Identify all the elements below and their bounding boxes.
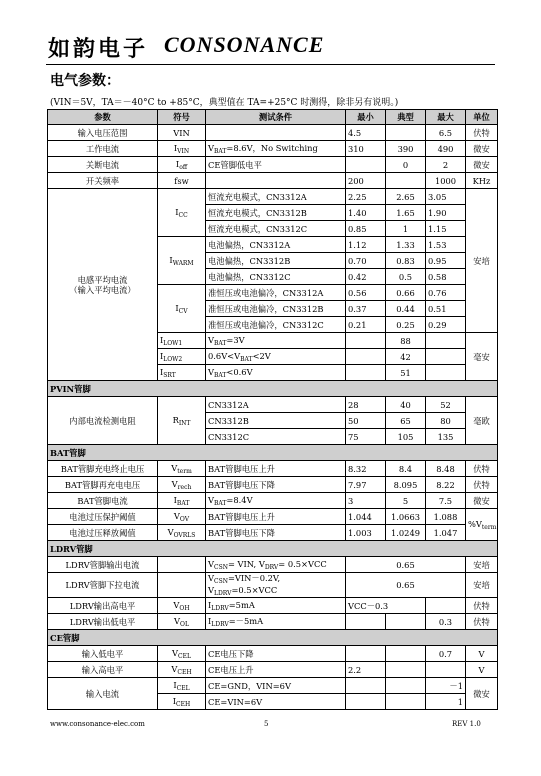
section-title: 电气参数： — [50, 73, 120, 89]
unit-cell: 微安 — [466, 678, 498, 710]
param-cell: BAT管脚充电终止电压 — [48, 461, 158, 477]
symbol-cell: $V_{OV}$ — [158, 509, 206, 525]
typ-cell: 8.4 — [386, 461, 426, 477]
max-cell: 3.05 — [426, 189, 466, 205]
max-cell: －1 — [426, 678, 466, 694]
min-cell: 1.003 — [346, 525, 386, 541]
min-cell: 200 — [346, 173, 386, 189]
brand-english-logo: CONSONANCE — [164, 32, 325, 57]
col-header-typ: 典型 — [386, 110, 426, 125]
min-cell: 2.25 — [346, 189, 386, 205]
typ-cell — [386, 173, 426, 189]
test-cell: 恒流充电模式，CN3312A — [206, 189, 346, 205]
max-cell — [426, 333, 466, 349]
unit-cell: 微安 — [466, 157, 498, 173]
test-cell: $V_{CSN}=VIN-0.2V$, $V_{LDRV}=0.5\times VCC$ — [206, 573, 346, 598]
symbol-cell: $I_{CV}$ — [158, 285, 206, 333]
typ-cell: 0 — [386, 157, 426, 173]
typ-cell — [386, 662, 426, 678]
test-cell: BAT管脚电压上升 — [206, 509, 346, 525]
table-row — [48, 157, 498, 173]
table-row — [48, 173, 498, 189]
unit-cell: 安培 — [466, 557, 498, 573]
max-cell: 1.90 — [426, 205, 466, 221]
test-cell: $V_{BAT}=3V$ — [206, 333, 346, 349]
unit-cell: KHz — [466, 173, 498, 189]
min-cell: 3 — [346, 493, 386, 509]
symbol-cell: fsw — [158, 173, 206, 189]
header-divider — [46, 64, 495, 65]
param-cell: 电池过压释放阈值 — [48, 525, 158, 541]
typ-cell: 0.25 — [386, 317, 426, 333]
param-cell: 电池过压保护阈值 — [48, 509, 158, 525]
page-header — [48, 32, 493, 62]
footer-page-number: 5 — [264, 720, 269, 728]
min-cell: 1.044 — [346, 509, 386, 525]
test-cell: 准恒压或电池偏冷，CN3312A — [206, 285, 346, 301]
min-cell — [346, 694, 386, 710]
test-cell: $I_{LDRV}=5mA$ — [206, 598, 346, 614]
param-cell: BAT管脚再充电电压 — [48, 477, 158, 493]
min-cell — [346, 157, 386, 173]
table-row — [48, 509, 498, 525]
group-label: CE管脚 — [48, 630, 498, 646]
min-cell: 7.97 — [346, 477, 386, 493]
param-cell: 关断电流 — [48, 157, 158, 173]
param-cell: LDRV输出高电平 — [48, 598, 158, 614]
symbol-cell: $V_{rech}$ — [158, 477, 206, 493]
typ-cell: 65 — [386, 413, 426, 429]
table-row — [48, 189, 498, 205]
typ-cell: 0.65 — [346, 573, 466, 598]
max-cell: 8.22 — [426, 477, 466, 493]
test-cell: CE=GND，VIN=6V — [206, 678, 346, 694]
col-header-max: 最大 — [426, 110, 466, 125]
test-cell — [206, 125, 346, 141]
unit-cell: V — [466, 646, 498, 662]
param-cell: LDRV管脚下拉电流 — [48, 573, 158, 598]
symbol-cell: $I_{CEH}$ — [158, 694, 206, 710]
table-row — [48, 598, 498, 614]
test-cell: 电池偏热，CN3312B — [206, 253, 346, 269]
max-cell: 1 — [426, 694, 466, 710]
table-row — [48, 493, 498, 509]
param-cell-inductor-current: 电感平均电流 （输入平均电流） — [48, 189, 158, 381]
test-cell: 恒流充电模式，CN3312C — [206, 221, 346, 237]
min-cell: 0.21 — [346, 317, 386, 333]
electrical-parameters-table — [47, 109, 498, 710]
test-cell: BAT管脚电压上升 — [206, 461, 346, 477]
group-row-bat — [48, 445, 498, 461]
typ-cell: 0.83 — [386, 253, 426, 269]
unit-cell: V — [466, 662, 498, 678]
typ-cell — [386, 646, 426, 662]
test-cell: $I_{LDRV}=-5mA$ — [206, 614, 346, 630]
test-cell: $0.6V<V_{BAT}<2V$ — [206, 349, 346, 365]
param-cell: BAT管脚电流 — [48, 493, 158, 509]
footer-website: www.consonance-elec.com — [50, 720, 145, 728]
max-cell: 1.088 — [426, 509, 466, 525]
test-cell: 电池偏热，CN3312A — [206, 237, 346, 253]
typ-cell: 105 — [386, 429, 426, 445]
brand-chinese-logo: 如韵电子 — [48, 36, 149, 62]
test-cell: CE电压上升 — [206, 662, 346, 678]
table-row — [48, 573, 498, 598]
symbol-cell: $V_{OVRLS}$ — [158, 525, 206, 541]
col-header-param: 参数 — [48, 110, 158, 125]
symbol-cell: $V_{OL}$ — [158, 614, 206, 630]
symbol-cell: $V_{CEH}$ — [158, 662, 206, 678]
table-row — [48, 678, 498, 694]
max-cell: 6.5 — [426, 125, 466, 141]
min-cell: 4.5 — [346, 125, 386, 141]
min-cell — [346, 333, 386, 349]
min-cell: 1.12 — [346, 237, 386, 253]
table-row — [48, 662, 498, 678]
test-cell: 恒流充电模式，CN3312B — [206, 205, 346, 221]
min-cell: 310 — [346, 141, 386, 157]
min-cell — [346, 678, 386, 694]
min-cell — [346, 365, 386, 381]
max-cell — [426, 598, 466, 614]
test-cell: 电池偏热，CN3312C — [206, 269, 346, 285]
param-cell: LDRV管脚输出电流 — [48, 557, 158, 573]
typ-cell — [386, 125, 426, 141]
symbol-cell: $I_{LOW2}$ — [158, 349, 206, 365]
table-row — [48, 125, 498, 141]
symbol-cell: VIN — [158, 125, 206, 141]
unit-cell: 毫安 — [466, 333, 498, 381]
min-cell: 0.85 — [346, 221, 386, 237]
test-cell: CE电压下降 — [206, 646, 346, 662]
table-row — [48, 557, 498, 573]
param-cell: 输入低电平 — [48, 646, 158, 662]
param-cell: 输入电流 — [48, 678, 158, 710]
unit-cell: $\%V_{term}$ — [466, 509, 498, 541]
typ-cell: 1 — [386, 221, 426, 237]
table-row — [48, 646, 498, 662]
group-row-pvin — [48, 381, 498, 397]
table-row — [48, 614, 498, 630]
min-cell: 0.70 — [346, 253, 386, 269]
test-cell: CE管脚低电平 — [206, 157, 346, 173]
group-label: BAT管脚 — [48, 445, 498, 461]
symbol-cell — [158, 573, 206, 598]
group-row-ce — [48, 630, 498, 646]
test-cell — [206, 173, 346, 189]
min-cell — [346, 614, 386, 630]
param-cell: 输入高电平 — [48, 662, 158, 678]
min-cell: 0.56 — [346, 285, 386, 301]
max-cell: 80 — [426, 413, 466, 429]
min-cell: 8.32 — [346, 461, 386, 477]
max-cell: 1.53 — [426, 237, 466, 253]
max-cell: 8.48 — [426, 461, 466, 477]
typ-cell: 0.66 — [386, 285, 426, 301]
max-cell: 0.3 — [426, 614, 466, 630]
symbol-cell: $I_{CEL}$ — [158, 678, 206, 694]
unit-cell: 伏特 — [466, 125, 498, 141]
footer-revision: REV 1.0 — [452, 720, 481, 728]
test-cell: $V_{BAT}=8.4V$ — [206, 493, 346, 509]
test-cell: $V_{CSN}=$ VIN, $V_{DRV}= 0.5\times VCC$ — [206, 557, 346, 573]
max-cell — [426, 365, 466, 381]
unit-cell: 毫欧 — [466, 397, 498, 445]
typ-cell: 1.65 — [386, 205, 426, 221]
test-cell: CN3312A — [206, 397, 346, 413]
typ-cell: 0.5 — [386, 269, 426, 285]
unit-cell: 伏特 — [466, 598, 498, 614]
min-cell: VCC－0.3 — [346, 598, 426, 614]
col-header-test: 测试条件 — [206, 110, 346, 125]
param-cell: LDRV输出低电平 — [48, 614, 158, 630]
unit-cell: 伏特 — [466, 614, 498, 630]
typ-cell: 51 — [386, 365, 426, 381]
param-cell: 内部电流检测电阻 — [48, 397, 158, 445]
max-cell: 7.5 — [426, 493, 466, 509]
unit-cell: 微安 — [466, 141, 498, 157]
typ-cell: 1.0249 — [386, 525, 426, 541]
test-cell: CE=VIN=6V — [206, 694, 346, 710]
typ-cell — [386, 678, 426, 694]
typ-cell: 1.0663 — [386, 509, 426, 525]
unit-cell: 伏特 — [466, 461, 498, 477]
typ-cell: 0.65 — [346, 557, 466, 573]
max-cell: 1.15 — [426, 221, 466, 237]
test-cell: CN3312B — [206, 413, 346, 429]
max-cell: 1000 — [426, 173, 466, 189]
typ-cell: 0.44 — [386, 301, 426, 317]
min-cell: 0.37 — [346, 301, 386, 317]
symbol-cell: $I_{VIN}$ — [158, 141, 206, 157]
param-cell: 工作电流 — [48, 141, 158, 157]
col-header-symbol: 符号 — [158, 110, 206, 125]
max-cell: 0.76 — [426, 285, 466, 301]
test-cell: 准恒压或电池偏冷，CN3312B — [206, 301, 346, 317]
symbol-cell: $R_{INT}$ — [158, 397, 206, 445]
max-cell: 2 — [426, 157, 466, 173]
unit-cell: 微安 — [466, 493, 498, 509]
max-cell: 0.29 — [426, 317, 466, 333]
symbol-cell: $I_{WARM}$ — [158, 237, 206, 285]
table-row — [48, 525, 498, 541]
typ-cell: 88 — [386, 333, 426, 349]
table-row — [48, 397, 498, 413]
symbol-cell — [158, 557, 206, 573]
test-cell: CN3312C — [206, 429, 346, 445]
typ-cell: 1.33 — [386, 237, 426, 253]
symbol-cell: $V_{term}$ — [158, 461, 206, 477]
min-cell: 28 — [346, 397, 386, 413]
typ-cell — [386, 694, 426, 710]
min-cell: 0.42 — [346, 269, 386, 285]
group-label: PVIN管脚 — [48, 381, 498, 397]
test-cell: BAT管脚电压下降 — [206, 477, 346, 493]
table-row — [48, 477, 498, 493]
symbol-cell: $I_{CC}$ — [158, 189, 206, 237]
max-cell — [426, 349, 466, 365]
max-cell: 52 — [426, 397, 466, 413]
max-cell: 490 — [426, 141, 466, 157]
test-cell: 准恒压或电池偏冷，CN3312C — [206, 317, 346, 333]
test-cell: $V_{BAT}=8.6V$，No Switching — [206, 141, 346, 157]
param-cell: 开关频率 — [48, 173, 158, 189]
min-cell: 1.40 — [346, 205, 386, 221]
param-cell: 输入电压范围 — [48, 125, 158, 141]
typ-cell — [386, 614, 426, 630]
min-cell: 50 — [346, 413, 386, 429]
typ-cell: 8.095 — [386, 477, 426, 493]
symbol-cell: $I_{off}$ — [158, 157, 206, 173]
typ-cell: 40 — [386, 397, 426, 413]
max-cell — [426, 662, 466, 678]
test-conditions-note: (VIN＝5V，TA＝－40°C to +85°C，典型值在 TA=+25°C 时测得，除非另有说明。) — [50, 98, 399, 108]
test-cell: $V_{BAT}<0.6V$ — [206, 365, 346, 381]
group-row-ldrv — [48, 541, 498, 557]
table-header-row — [48, 110, 498, 125]
min-cell — [346, 349, 386, 365]
unit-cell: 安培 — [466, 189, 498, 333]
unit-cell: 安培 — [466, 573, 498, 598]
min-cell: 75 — [346, 429, 386, 445]
max-cell: 0.58 — [426, 269, 466, 285]
max-cell: 0.95 — [426, 253, 466, 269]
max-cell: 0.7 — [426, 646, 466, 662]
typ-cell: 390 — [386, 141, 426, 157]
symbol-cell: $I_{SRT}$ — [158, 365, 206, 381]
group-label: LDRV管脚 — [48, 541, 498, 557]
table-row — [48, 141, 498, 157]
max-cell: 0.51 — [426, 301, 466, 317]
min-cell — [346, 646, 386, 662]
symbol-cell: $V_{OH}$ — [158, 598, 206, 614]
col-header-min: 最小 — [346, 110, 386, 125]
test-cell: BAT管脚电压下降 — [206, 525, 346, 541]
symbol-cell: $I_{BAT}$ — [158, 493, 206, 509]
typ-cell: 2.65 — [386, 189, 426, 205]
max-cell: 135 — [426, 429, 466, 445]
table-row — [48, 461, 498, 477]
typ-cell: 5 — [386, 493, 426, 509]
min-cell: 2.2 — [346, 662, 386, 678]
symbol-cell: $I_{LOW1}$ — [158, 333, 206, 349]
unit-cell: 伏特 — [466, 477, 498, 493]
symbol-cell: $V_{CEL}$ — [158, 646, 206, 662]
typ-cell: 42 — [386, 349, 426, 365]
col-header-unit: 单位 — [466, 110, 498, 125]
max-cell: 1.047 — [426, 525, 466, 541]
